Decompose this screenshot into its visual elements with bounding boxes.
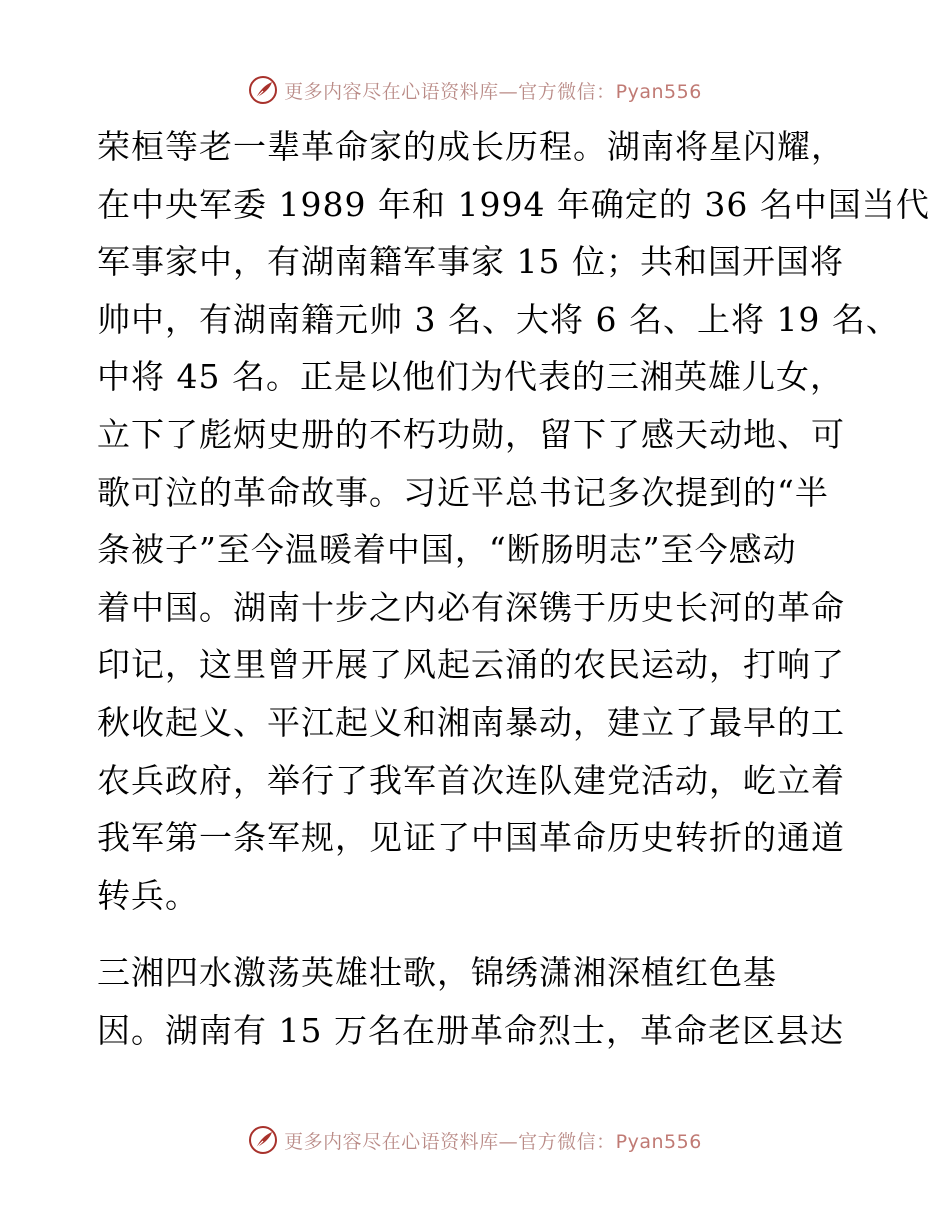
- text-line: 我军第一条军规，见证了中国革命历史转折的通道: [97, 818, 845, 857]
- header-watermark: [0, 70, 950, 110]
- text-line: 帅中，有湖南籍元帅 3 名、大将 6 名、上将 19 名、: [97, 300, 900, 339]
- watermark-main-text: 更多内容尽在心语资料库—官方微信：: [284, 1130, 616, 1153]
- watermark-text: [284, 1127, 702, 1154]
- watermark-text: [284, 77, 702, 104]
- text-line: 荣桓等老一辈革命家的成长历程。湖南将星闪耀，: [97, 127, 845, 166]
- feather-quill-logo-icon: [248, 1125, 278, 1155]
- text-line: 三湘四水激荡英雄壮歌，锦绣潇湘深植红色基: [97, 953, 777, 992]
- text-line: 印记，这里曾开展了风起云涌的农民运动，打响了: [97, 645, 845, 684]
- watermark-main-text: 更多内容尽在心语资料库—官方微信：: [284, 80, 616, 103]
- text-line: 歌可泣的革命故事。习近平总书记多次提到的“半: [97, 473, 829, 512]
- text-line: 因。湖南有 15 万名在册革命烈士，革命老区县达: [97, 1011, 844, 1050]
- watermark-wechat-id: Pyan556: [615, 80, 702, 103]
- text-line: 农兵政府，举行了我军首次连队建党活动，屹立着: [97, 761, 845, 800]
- text-line: 军事家中，有湖南籍军事家 15 位；共和国开国将: [97, 242, 844, 281]
- text-line: 秋收起义、平江起义和湘南暴动，建立了最早的工: [97, 703, 845, 742]
- text-line: 转兵。: [97, 876, 199, 915]
- watermark-wechat-id: Pyan556: [615, 1130, 702, 1153]
- text-line: 立下了彪炳史册的不朽功勋，留下了感天动地、可: [97, 415, 845, 454]
- footer-watermark: [0, 1120, 950, 1160]
- text-line: 条被子”至今温暖着中国，“断肠明志”至今感动: [97, 530, 797, 569]
- text-line: 中将 45 名。正是以他们为代表的三湘英雄儿女，: [97, 357, 844, 396]
- text-line: 着中国。湖南十步之内必有深镌于历史长河的革命: [97, 588, 845, 627]
- text-line: 在中央军委 1989 年和 1994 年确定的 36 名中国当代: [97, 185, 930, 224]
- feather-quill-logo-icon: [248, 75, 278, 105]
